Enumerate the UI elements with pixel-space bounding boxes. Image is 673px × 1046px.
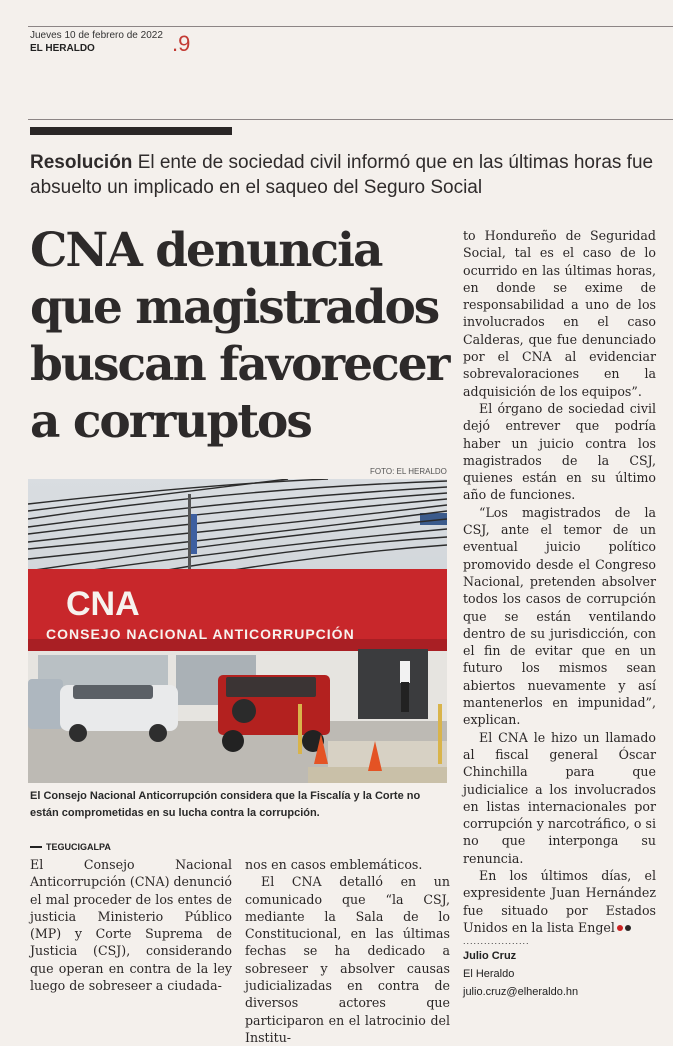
article-headline	[30, 222, 460, 450]
publication-name: EL HERALDO	[30, 43, 95, 54]
header-rule	[28, 26, 673, 27]
body-column-1	[30, 856, 232, 994]
deck-label: Resolución	[30, 152, 133, 173]
kicker-bar	[30, 127, 232, 135]
headline-line-3: buscan favorecer	[30, 337, 449, 392]
author-organization: El Heraldo	[463, 968, 515, 980]
photo-caption: El Consejo Nacional Anticorrupción considera que la Fiscalía y la Corte no están comprometidas en su lucha contra la corrupción.	[30, 790, 421, 819]
dateline: TEGUCIGALPA	[46, 842, 111, 852]
article-photo	[28, 479, 447, 783]
deck-text: El ente de sociedad civil informó que en las últimas horas fue absuelto un implicado en el saqueo del Seguro Social	[30, 152, 654, 198]
issue-date: Jueves 10 de febrero de 2022	[30, 30, 163, 41]
photo-illustration	[28, 479, 447, 783]
body-paragraph: “Los magistrados de la CSJ, ante el temor de un eventual juicio político promovido desde el Congreso Nacional, pretenden absolver todos los casos de corrupción que se están ventilando dentro de su jurisdicción, con el fin de evitar que en un futuro los mismos sean abiertos nuevamente y así mantenerlos en impunidad”, explican.	[463, 504, 656, 728]
dateline-bar	[30, 846, 42, 848]
author-email: julio.cruz@elheraldo.hn	[463, 986, 579, 998]
body-paragraph: to Hondureño de Seguridad Social, tal es el caso de lo ocurrido en las últimas horas, en donde se exime de responsabilidad a uno de los involucrados en el caso Calderas, que fue denunciado por el CNA al evidenciar sobrevaloraciones en la adquisición de los equipos”.	[463, 228, 656, 399]
photo-credit: FOTO: EL HERALDO	[370, 467, 447, 476]
end-mark-dot-icon	[625, 925, 631, 931]
body-paragraph: El CNA detalló en un comunicado que “la CSJ, mediante la Sala de lo Constitucional, en las últimas fechas se ha dedicado a sobreseer y absolver causas judicializadas en contra de diversos actores que participaron en el latrocinio del Institu-	[245, 874, 450, 1045]
body-paragraph: El órgano de sociedad civil dejó entrever que podría haber un juicio contra los magistrados de la CSJ, quienes están en su último año de funciones.	[463, 400, 656, 503]
headline-line-2: que magistrados	[30, 280, 439, 335]
sign-logo: CNA	[66, 585, 140, 623]
section-rule	[28, 119, 673, 120]
page-number: .9	[172, 31, 191, 56]
sign-text: CONSEJO NACIONAL ANTICORRUPCIÓN	[46, 626, 355, 642]
body-paragraph-text: En los últimos días, el expresidente Juan Hernández fue situado por Estados Unidos en la lista Engel	[463, 867, 656, 935]
body-column-2	[245, 856, 450, 1046]
body-column-3	[463, 227, 656, 936]
end-mark-dot-icon	[617, 925, 623, 931]
headline-line-4: a corruptos	[30, 394, 311, 449]
body-paragraph: El Consejo Nacional Anticorrupción (CNA) denunció el mal proceder de los entes de justicia Ministerio Público (MP) y Corte Suprema de Justicia (CSJ), considerando que operan en contra de la ley luego de sobreseer a ciudada-	[30, 857, 233, 994]
article-deck	[30, 150, 670, 200]
body-paragraph-last	[463, 867, 656, 936]
body-paragraph: El CNA le hizo un llamado al fiscal general Óscar Chinchilla para que judicialice a los involucrados en listas internacionales por corrupción y narcotráfico, o si no que interponga su renuncia.	[463, 729, 656, 866]
author-name: Julio Cruz	[463, 950, 517, 962]
headline-line-1: CNA denuncia	[30, 223, 382, 278]
body-paragraph: nos en casos emblemáticos.	[245, 857, 423, 872]
signature-separator: ...................	[463, 936, 530, 946]
